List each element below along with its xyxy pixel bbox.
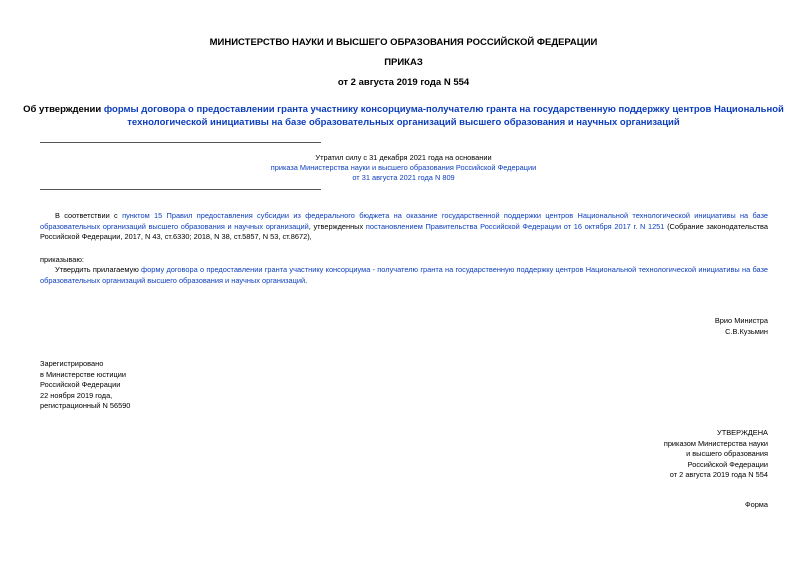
approved-line-1: УТВЕРЖДЕНА [717,428,768,437]
expired-note [0,153,807,183]
registration-line-4: 22 ноября 2019 года, [40,390,113,400]
expired-note-date-link[interactable]: от 31 августа 2021 года N 809 [352,173,455,182]
registration-line-2: в Министерстве юстиции [40,369,127,379]
contract-form-link[interactable]: форму договора о предоставлении гранта участнику консорциума - получателю гранта на государственную поддержку центров Национальной технологической инициативы на базе образовательных организаций высшего образования и научных организаций [40,265,768,285]
expired-note-order-link[interactable]: приказа Министерства науки и высшего образования Российской Федерации [270,163,537,172]
registration-line-5: регистрационный N 56590 [40,401,131,411]
approve-text-1: Утвердить прилагаемую [55,265,142,274]
subject-prefix: Об утверждении [23,104,104,115]
expired-note-text: Утратил силу с 31 декабря 2021 года на основании [315,153,492,162]
preamble-text-2: , утвержденных [308,221,366,231]
order-word: приказываю: [40,255,84,264]
approved-line-5: от 2 августа 2019 года N 554 [669,470,768,480]
document-date-heading: от 2 августа 2019 года N 554 [337,77,470,88]
form-label: Форма [744,500,768,509]
subject-form-link[interactable]: формы договора о предоставлении гранта участнику консорциума-получателю гранта на государственную поддержку центров Национальной [103,104,784,115]
registration-line-3: Российской Федерации [40,380,121,390]
approve-text-2: . [305,275,308,285]
registration-block [40,359,130,412]
approved-block [664,428,768,481]
signature-title: Врио Министра [714,316,768,325]
subject-form-link-continued[interactable]: технологической инициативы на базе образовательных организаций высшего образования и научных организаций [127,117,680,128]
document-type-heading: ПРИКАЗ [384,57,423,68]
ministry-heading: МИНИСТЕРСТВО НАУКИ И ВЫСШЕГО ОБРАЗОВАНИЯ РОССИЙСКОЙ ФЕДЕРАЦИИ [209,37,598,48]
preamble-paragraph [40,211,768,243]
preamble-text-3: (Собрание законодательства Российской Федерации, 2017, N 43, ст.6330; 2018, N 38, ст.5857, N 53, ст.8672), [40,221,768,242]
top-divider [40,142,321,143]
approved-line-4: Российской Федерации [687,459,768,469]
bottom-divider [40,189,321,190]
approved-line-3: и высшего образования [686,449,768,459]
rules-point-15-link[interactable]: пунктом 15 Правил предоставления субсидии из федерального бюджета на оказание государственной поддержки центров Национальной технологической инициативы на базе образовательных организаций высшего образования и научных организаций [40,211,768,231]
government-decree-link[interactable]: постановлением Правительства Российской Федерации от 16 октября 2017 г. N 1251 [365,221,665,231]
preamble-text-1: В соответствии с [55,211,123,220]
approved-line-2: приказом Министерства науки [663,438,768,448]
registration-line-1: Зарегистрировано [40,359,104,368]
document-subject [0,103,807,129]
signature-name: С.В.Кузьмин [725,326,768,336]
approve-paragraph [40,265,768,286]
signature-block [715,316,768,337]
